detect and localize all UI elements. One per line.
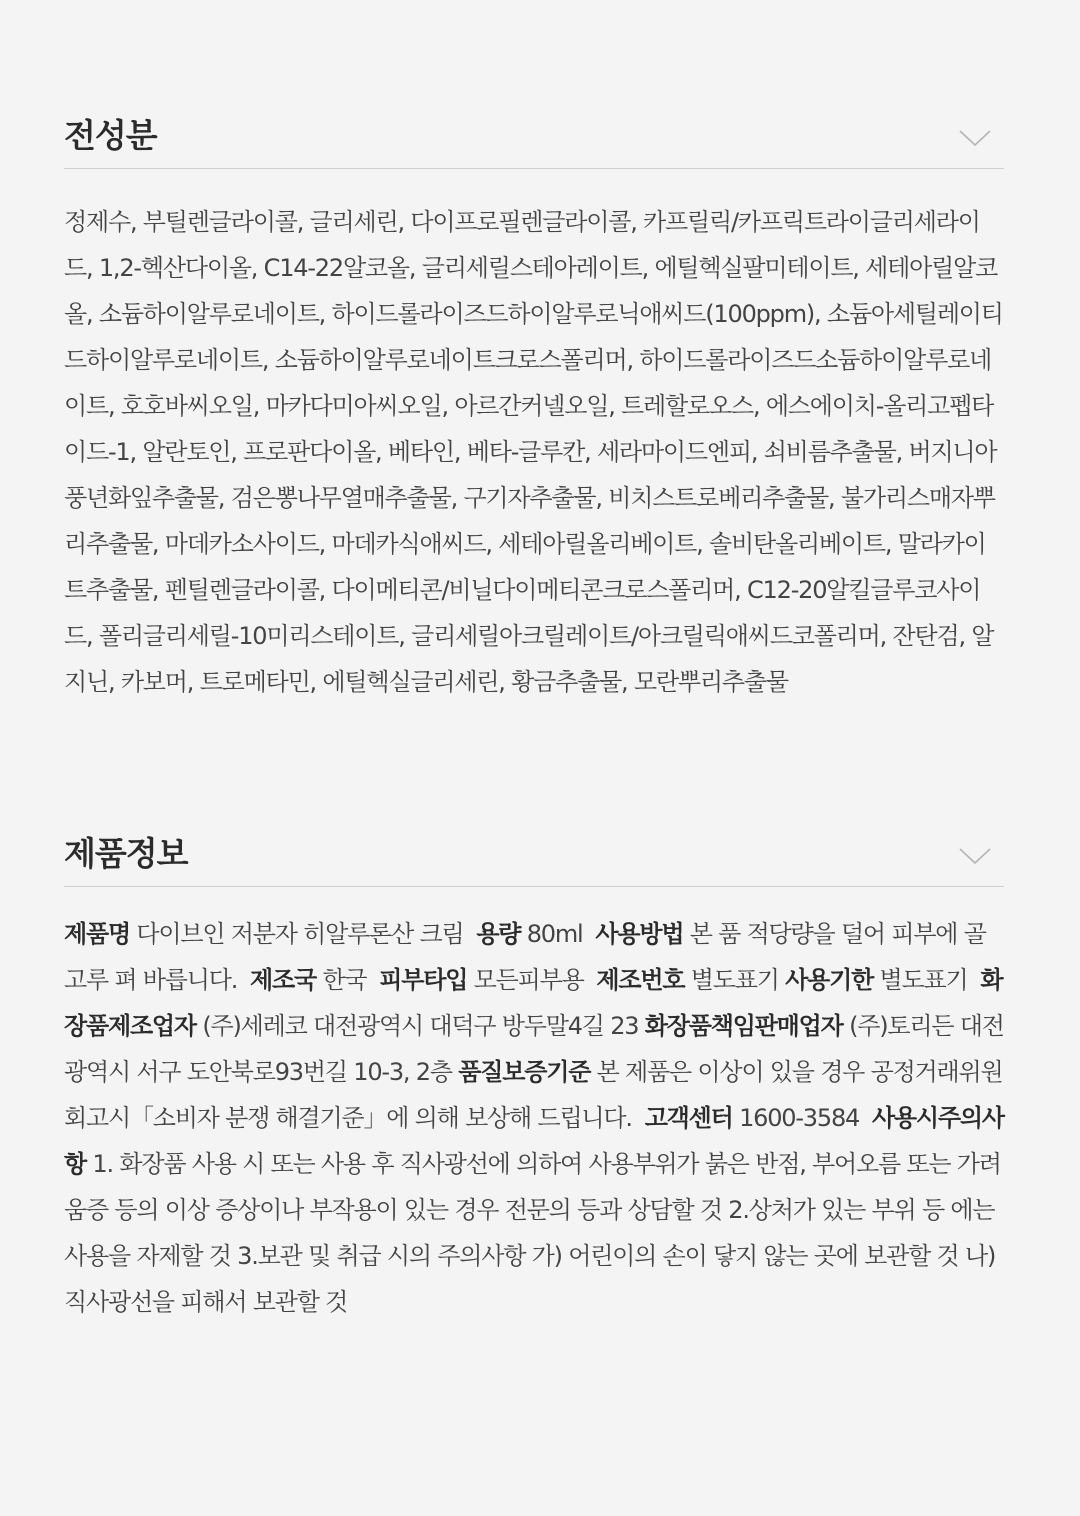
info-value-skin-type: 모든피부용 bbox=[473, 966, 584, 994]
info-value-volume: 80ml bbox=[526, 920, 583, 948]
info-value-distributor: (주)토리든 대전광역시 서구 도안북로93번길 10-3, 2층 bbox=[64, 1012, 1004, 1086]
info-label-lot-number: 제조번호 bbox=[596, 966, 685, 994]
info-label-distributor: 화장품책임판매업자 bbox=[644, 1012, 843, 1040]
info-value-manufacturer: (주)세레코 대전광역시 대덕구 방두말4길 23 bbox=[202, 1012, 639, 1040]
ingredients-list: 정제수, 부틸렌글라이콜, 글리세린, 다이프로필렌글라이콜, 카프릴릭/카프릭트라이글리세라이드, 1,2-헥산다이올, C14-22알코올, 글리세릴스테아레이트, 에틸헥실팔미테이트, 세테아릴알코올, 소듐하이알루로네이트, 하이드롤라이즈드하이알루로닉애씨드(100ppm), 소듐아세틸레이티드하이알루로네이트, 소듐하이알루로네이트크로스폴리머, 하이드롤라이즈드소듐하이알루로네이트, 호호바씨오일, 마카다미아씨오일, 아르간커넬오일, 트레할로오스, 에스에이치-올리고펩타이드-1, 알란토인, 프로판다이올, 베타인, 베타-글루칸, 세라마이드엔피, 쇠비름추출물, 버지니아풍년화잎추출물, 검은뽕나무열매추출물, 구기자추출물, 비치스트로베리추출물, 불가리스매자뿌리추출물, 마데카소사이드, 마데카식애씨드, 세테아릴올리베이트, 솔비탄올리베이트, 말라카이트추출물, 펜틸렌글라이콜, 다이메티콘/비닐다이메티콘크로스폴리머, C12-20알킬글루코사이드, 폴리글리세릴-10미리스테이트, 글리세릴아크릴레이트/아크릴릭애씨드코폴리머, 잔탄검, 알지닌, 카보머, 트로메타민, 에틸헥실글리세린, 황금추출물, 모란뿌리추출물 bbox=[64, 208, 1003, 696]
ingredients-section bbox=[64, 106, 1004, 705]
product-info-section bbox=[64, 824, 1004, 1325]
product-info-text bbox=[64, 911, 1004, 1325]
info-label-skin-type: 피부타입 bbox=[379, 966, 468, 994]
info-label-precautions: 사용시주의사항 bbox=[64, 1104, 1004, 1178]
info-label-country: 제조국 bbox=[250, 966, 316, 994]
info-value-expiry: 별도표기 bbox=[879, 966, 968, 994]
info-label-product-name: 제품명 bbox=[64, 920, 130, 948]
info-value-customer-center: 1600-3584 bbox=[739, 1104, 860, 1132]
info-value-usage: 본 품 적당량을 덜어 피부에 골고루 펴 바릅니다. bbox=[64, 920, 986, 994]
info-label-quality-standard: 품질보증기준 bbox=[458, 1058, 591, 1086]
info-value-lot-number: 별도표기 bbox=[690, 966, 779, 994]
info-value-quality-standard: 본 제품은 이상이 있을 경우 공정거래위원회고시「소비자 분쟁 해결기준」에 의해 보상해 드립니다. bbox=[64, 1058, 1003, 1132]
ingredients-title: 전성분 bbox=[64, 116, 157, 155]
chevron-down-icon[interactable] bbox=[958, 846, 992, 866]
info-label-manufacturer: 화장품제조업자 bbox=[64, 966, 1003, 1040]
product-info-header[interactable] bbox=[64, 824, 1004, 887]
chevron-down-icon[interactable] bbox=[958, 128, 992, 148]
info-label-expiry: 사용기한 bbox=[785, 966, 874, 994]
info-value-precautions: 1. 화장품 사용 시 또는 사용 후 직사광선에 의하여 사용부위가 붉은 반점, 부어오름 또는 가려움증 등의 이상 증상이나 부작용이 있는 경우 전문의 등과 상담할 것 2.상처가 있는 부위 등 에는 사용을 자제할 것 3.보관 및 취급 시의 주의사항 가) 어린이의 손이 닿지 않는 곳에 보관할 것 나) 직사광선을 피해서 보관할 것 bbox=[64, 1150, 1001, 1316]
ingredients-header[interactable] bbox=[64, 106, 1004, 169]
info-value-country: 한국 bbox=[322, 966, 367, 994]
product-info-title: 제품정보 bbox=[64, 834, 188, 873]
info-label-volume: 용량 bbox=[476, 920, 521, 948]
info-label-usage: 사용방법 bbox=[595, 920, 684, 948]
info-label-customer-center: 고객센터 bbox=[644, 1104, 733, 1132]
info-value-product-name: 다이브인 저분자 히알루론산 크림 bbox=[136, 920, 464, 948]
